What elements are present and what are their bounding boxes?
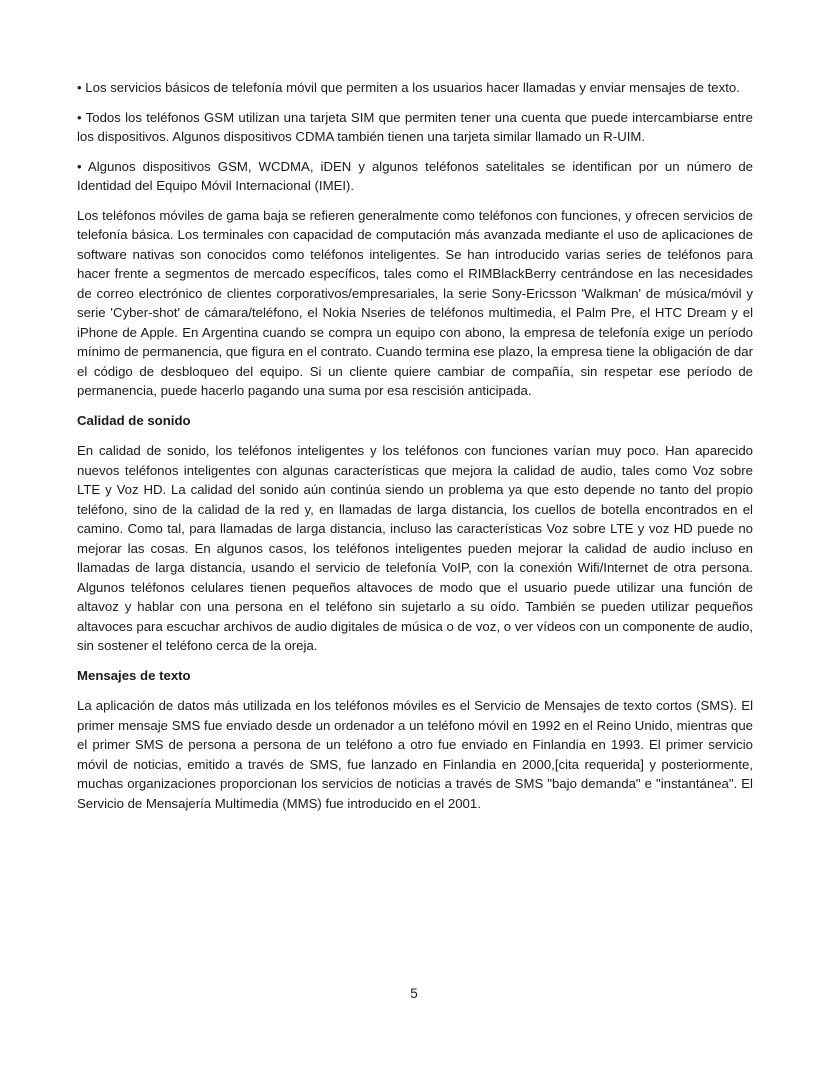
bullet-imei: • Algunos dispositivos GSM, WCDMA, iDEN y algunos teléfonos satelitales se identifican por un número de Identidad del Equipo Móvil Internacional (IMEI). <box>77 158 753 193</box>
text-messages-paragraph: La aplicación de datos más utilizada en los teléfonos móviles es el Servicio de Mensajes de texto cortos (SMS). El primer mensaje SMS fue enviado desde un ordenador a un teléfono móvil en 1992 en el Reino Unido, mientras que el primer SMS de persona a persona de un teléfono a otro fue enviado en Finlandia en 1993. El primer servicio móvil de noticias, emitido a través de SMS, fue lanzado en Finlandia en 2000,[cita requerida] y posteriormente, muchas organizaciones proporcionan los servicios de noticias a través de SMS "bajo demanda" e "instantánea". El Servicio de Mensajería Multimedia (MMS) fue introducido en el 2001. <box>77 698 753 811</box>
page-number: 5 <box>410 986 418 1001</box>
sound-quality-paragraph: En calidad de sonido, los teléfonos inteligentes y los teléfonos con funciones varían muy poco. Han aparecido nuevos teléfonos inteligentes con algunas características que mejora la calidad de audio, tales como Voz sobre LTE y Voz HD. La calidad del sonido aún continúa siendo un problema ya que esto depende no tanto del propio teléfono, sino de la calidad de la red y, en llamadas de larga distancia, los cuellos de botella encontrados en el camino. Como tal, para llamadas de larga distancia, incluso las características Voz sobre LTE y voz HD puede no mejorar las cosas. En algunos casos, los teléfonos inteligentes pueden mejorar la calidad de audio incluso en llamadas de larga distancia, usando el servicio de telefonía VoIP, con la conexión Wifi/Internet de otra persona. Algunos teléfonos celulares tienen pequeños altavoces de modo que el usuario puede utilizar una función de altavoz y hablar con una persona en el teléfono sin sujetarlo a su oído. También se pueden utilizar pequeños altavoces para escuchar archivos de audio digitales de música o de voz, o ver vídeos con un componente de audio, sin sostener el teléfono cerca de la oreja. <box>77 443 753 653</box>
intro-paragraph: Los teléfonos móviles de gama baja se refieren generalmente como teléfonos con funciones, y ofrecen servicios de telefonía básica. Los terminales con capacidad de computación más avanzada mediante el uso de aplicaciones de software nativas son conocidos como teléfonos inteligentes. Se han introducido varias series de teléfonos para hacer frente a segmentos de mercado específicos, tales como el RIMBlackBerry centrándose en las necesidades de correo electrónico de clientes corporativos/empresariales, la serie Sony-Ericsson 'Walkman' de música/móvil y serie 'Cyber-shot' de cámara/teléfono, el Nokia Nseries de teléfonos multimedia, el Palm Pre, el HTC Dream y el iPhone de Apple. En Argentina cuando se compra un equipo con abono, la empresa de telefonía exige un período mínimo de permanencia, que figura en el contrato. Cuando termina ese plazo, la empresa tiene la obligación de dar el código de desbloqueo del equipo. Si un cliente quiere cambiar de compañía, sin respetar ese período de permanencia, puede hacerlo pagando una suma por esa rescisión anticipada. <box>77 207 753 398</box>
heading-sound-quality: Calidad de sonido <box>77 412 191 428</box>
document-page <box>77 78 753 823</box>
heading-text-messages: Mensajes de texto <box>77 667 191 683</box>
bullet-basic-services: • Los servicios básicos de telefonía móvil que permiten a los usuarios hacer llamadas y enviar mensajes de texto. <box>77 80 740 95</box>
bullet-sim-card: • Todos los teléfonos GSM utilizan una tarjeta SIM que permiten tener una cuenta que puede intercambiarse entre los dispositivos. Algunos dispositivos CDMA también tienen una tarjeta similar llamado un R-UIM. <box>77 109 753 144</box>
